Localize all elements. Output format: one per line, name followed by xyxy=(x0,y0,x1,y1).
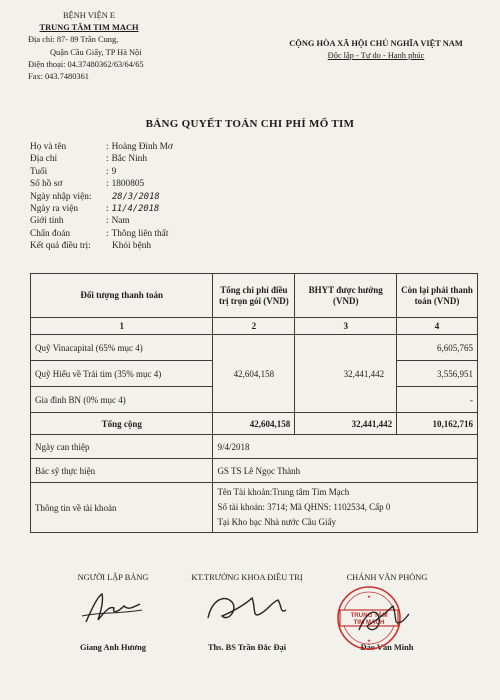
detail-row xyxy=(31,459,478,483)
col-number: 1 xyxy=(31,318,213,335)
info-label: Ngày ra viện xyxy=(30,203,79,214)
total-remaining: 10,162,716 xyxy=(397,413,478,435)
detail-value: GS TS Lê Ngọc Thành xyxy=(213,459,478,483)
payer-label: Quỹ Hiểu về Trái tim (35% mục 4) xyxy=(31,361,213,387)
info-value: 28/3/2018 xyxy=(112,191,160,202)
info-value: : Hoàng Đình Mơ xyxy=(106,142,173,152)
account-bank: Tại Kho bạc Nhà nước Cầu Giấy xyxy=(217,517,337,527)
total-label: Tổng cộng xyxy=(31,413,213,435)
info-value: : 9 xyxy=(106,166,117,177)
col-header-bhyt: BHYT được hưởng (VND) xyxy=(295,274,397,318)
col-number: 3 xyxy=(295,318,397,335)
info-label: Họ và tên xyxy=(30,142,67,152)
table-header-row xyxy=(31,274,478,318)
table-row xyxy=(31,335,478,361)
svg-text:TIM MẠCH: TIM MẠCH xyxy=(353,619,385,626)
info-label: Số hồ sơ xyxy=(30,179,63,190)
signature-title: KT.TRƯỞNG KHOA ĐIỀU TRỊ xyxy=(191,573,303,582)
detail-value: 9/4/2018 xyxy=(213,435,478,459)
merged-bhyt: 32,441,442 xyxy=(295,335,397,413)
info-value: : 1800805 xyxy=(106,179,145,190)
payment-table xyxy=(30,273,478,533)
document-title: BẢNG QUYẾT TOÁN CHI PHÍ MỔ TIM xyxy=(145,118,355,130)
col-header-remaining: Còn lại phải thanh toán (VND) xyxy=(397,274,478,318)
total-cost: 42,604,158 xyxy=(213,413,295,435)
info-value: Khỏi bệnh xyxy=(112,241,151,252)
hospital-header xyxy=(28,10,150,83)
hospital-fax: Fax: 043.7480361 xyxy=(28,72,89,82)
signer-name: Ths. BS Trần Đắc Đại xyxy=(207,643,287,652)
remaining-value: - xyxy=(397,387,478,413)
payer-label: Quỹ Vinacapital (65% mục 4) xyxy=(31,335,213,361)
handwritten-signature-icon xyxy=(78,588,148,628)
detail-row xyxy=(31,435,478,459)
info-label: Giới tính xyxy=(30,216,64,227)
info-value: : 11/4/2018 xyxy=(106,203,160,214)
detail-label: Bác sỹ thực hiện xyxy=(31,459,213,483)
info-label: Ngày nhập viện: xyxy=(30,191,92,202)
info-label: Tuổi xyxy=(30,166,48,177)
handwritten-signature-icon xyxy=(355,600,410,642)
payer-label: Gia đình BN (0% mục 4) xyxy=(31,387,213,413)
national-header xyxy=(276,38,476,62)
svg-text:★: ★ xyxy=(366,638,372,643)
total-row xyxy=(31,413,478,435)
remaining-value: 3,556,951 xyxy=(397,361,478,387)
col-header-payer: Đối tượng thanh toán xyxy=(31,274,213,318)
detail-label: Ngày can thiệp xyxy=(31,435,213,459)
info-label: Địa chỉ xyxy=(30,154,58,165)
signature-block-preparer xyxy=(48,573,178,652)
total-bhyt: 32,441,442 xyxy=(295,413,397,435)
account-number: Số tài khoản: 3714; Mã QHNS: 1102534, Cấp 0 xyxy=(217,502,391,512)
detail-row xyxy=(31,483,478,533)
info-label: Kết quả điều trị: xyxy=(30,241,91,252)
hospital-address-2: Quận Cầu Giấy, TP Hà Nội xyxy=(50,47,142,57)
signature-block-dept xyxy=(172,573,322,652)
hospital-phone: Điện thoại: 04.37480362/63/64/65 xyxy=(28,59,144,69)
account-name: Tên Tài khoản:Trung tâm Tim Mạch xyxy=(217,487,350,497)
hospital-name: BỆNH VIỆN E xyxy=(63,11,115,20)
merged-total-cost: 42,604,158 xyxy=(213,335,295,413)
col-number: 4 xyxy=(397,318,478,335)
col-number: 2 xyxy=(213,318,295,335)
signature-title: CHÁNH VĂN PHÒNG xyxy=(346,573,428,582)
remaining-value: 6,605,765 xyxy=(397,335,478,361)
hospital-address-1: Địa chỉ: 87- 89 Trần Cung, xyxy=(28,35,119,45)
hospital-center: TRUNG TÂM TIM MẠCH xyxy=(39,23,139,33)
signer-name: Giang Anh Hương xyxy=(80,643,146,652)
handwritten-signature-icon xyxy=(202,588,292,630)
info-value: : Nam xyxy=(106,216,130,227)
nation-motto: Độc lập - Tự do - Hạnh phúc xyxy=(327,51,425,60)
info-value: : Thông liên thất xyxy=(106,228,169,239)
nation-name: CỘNG HÒA XÃ HỘI CHỦ NGHĨA VIỆT NAM xyxy=(289,39,463,48)
info-label: Chẩn đoán xyxy=(30,228,71,239)
column-number-row xyxy=(31,318,478,335)
info-value: : Bắc Ninh xyxy=(106,154,147,165)
svg-text:TRUNG TÂM: TRUNG TÂM xyxy=(350,612,388,619)
signature-title: NGƯỜI LẬP BẢNG xyxy=(77,573,149,582)
signer-name: Đào Văn Minh xyxy=(360,643,414,652)
detail-label: Thông tin về tài khoản xyxy=(31,483,213,533)
svg-text:★: ★ xyxy=(366,594,372,599)
col-header-total-cost: Tổng chi phí điều trị trọn gói (VND) xyxy=(213,274,295,318)
detail-value xyxy=(213,483,478,533)
